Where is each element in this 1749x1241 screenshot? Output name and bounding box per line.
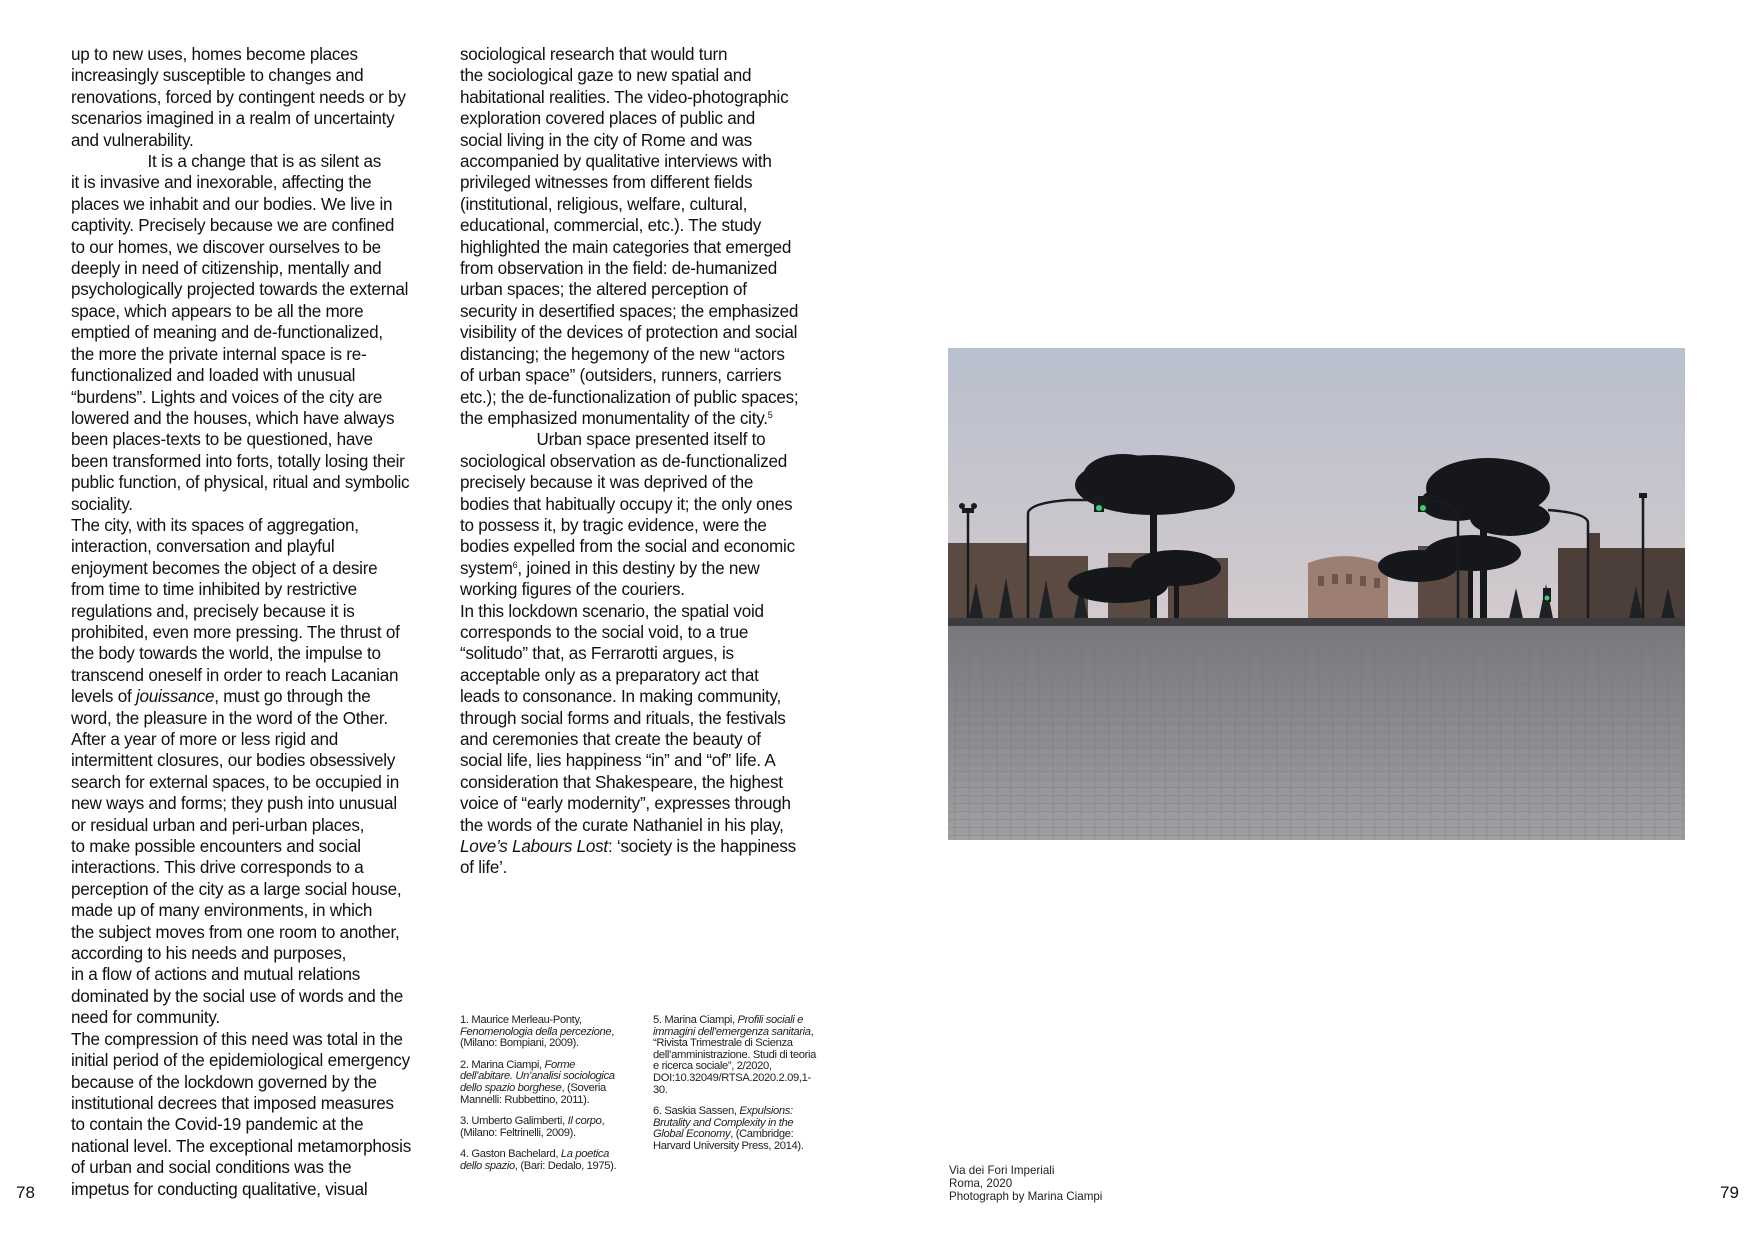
left-column-line: dominated by the social use of words and the — [71, 986, 404, 1006]
text-segment: the emphasized monumentality of the city. — [460, 408, 768, 428]
left-column-line: up to new uses, homes become places — [71, 45, 358, 64]
footnote — [460, 1060, 630, 1106]
right-column-line: exploration covered places of public and — [460, 109, 756, 129]
footnote-text: 3. Umberto Galimberti, — [460, 1115, 568, 1128]
left-column-line: emptied of meaning and de-functionalized, — [71, 323, 383, 343]
footnote-title: La poetica dello spazio — [460, 1148, 610, 1172]
left-column-line: functionalized and loaded with unusual — [71, 366, 356, 386]
left-column-line: It is a change that is as silent as — [71, 152, 382, 172]
footnote-title: Il corpo — [567, 1115, 602, 1128]
right-column-line: of urban space” (outsiders, runners, carriers — [460, 366, 782, 386]
right-column-line: security in desertified spaces; the emphasized — [460, 301, 799, 321]
left-column-line: word, the pleasure in the word of the Other. — [71, 708, 388, 728]
left-column-line: new ways and forms; they push into unusual — [71, 794, 397, 814]
right-column-line: precisely because it was deprived of the — [460, 473, 754, 493]
left-column-line: and vulnerability. — [71, 130, 194, 150]
left-column-line — [71, 686, 426, 707]
footnote-title: Expulsions: Brutality and Complexity in the Global Economy — [653, 1105, 794, 1141]
text-segment: , joined in this destiny by the new — [517, 558, 760, 578]
text-segment: levels of — [71, 687, 136, 707]
left-column-line: places we inhabit and our bodies. We live in — [71, 194, 393, 214]
left-column-line: impetus for conducting qualitative, visual — [71, 1179, 368, 1199]
left-column-line: according to his needs and purposes, — [71, 944, 347, 964]
footnote-text: , (Soveria Mannelli: Rubbettino, 2011). — [460, 1081, 606, 1106]
left-column-line: scenarios imagined in a realm of uncertainty — [71, 109, 395, 129]
right-column-line: distancing; the hegemony of the new “actors — [460, 344, 785, 364]
footnote — [460, 1015, 630, 1050]
left-column-line: interaction, conversation and playful — [71, 537, 335, 557]
left-column-line: to make possible encounters and social — [71, 837, 361, 857]
footnote-reference: 6 — [512, 559, 518, 570]
left-column-line: enjoyment becomes the object of a desire — [71, 558, 378, 578]
footnote — [460, 1149, 630, 1172]
right-column-line: Urban space presented itself to — [460, 430, 766, 450]
right-column-line: sociological observation as de-functionalized — [460, 451, 788, 471]
footnote-reference: 5 — [767, 409, 773, 420]
right-column-line: habitational realities. The video-photographic — [460, 87, 789, 107]
right-column-line: the sociological gaze to new spatial and — [460, 66, 752, 86]
text-segment: , must go through the — [214, 687, 371, 707]
left-column-line: The city, with its spaces of aggregation, — [71, 515, 359, 535]
right-column-line: privileged witnesses from different fields — [460, 173, 753, 193]
left-column-line: national level. The exceptional metamorphosis — [71, 1136, 412, 1156]
left-column-line: intermittent closures, our bodies obsessively — [71, 751, 396, 771]
left-column-line: of urban and social conditions was the — [71, 1158, 352, 1178]
footnote-text: , (Cambridge: Harvard University Press, 2014). — [653, 1128, 804, 1152]
left-column-line: from time to time inhibited by restrictive — [71, 580, 357, 600]
left-column-line: it is invasive and inexorable, affecting the — [71, 173, 372, 193]
right-column-line: bodies that habitually occupy it; the only ones — [460, 494, 793, 514]
footnote-text: 6. Saskia Sassen, — [653, 1105, 740, 1118]
right-column-line — [460, 558, 820, 579]
left-column-line: The compression of this need was total in the — [71, 1029, 403, 1049]
left-column-line: space, which appears to be all the more — [71, 301, 364, 321]
right-column-line: consideration that Shakespeare, the highest — [460, 772, 783, 792]
footnote-title: Fenomenologia della percezione — [460, 1025, 612, 1038]
footnote-text: 5. Marina Ciampi, — [653, 1014, 738, 1026]
left-text-column — [71, 44, 426, 1200]
right-column-line: “solitudo” that, as Ferrarotti argues, is — [460, 644, 734, 664]
left-column-line: perception of the city as a large social house, — [71, 879, 402, 899]
footnote-text: 1. Maurice Merleau-Ponty, — [460, 1014, 582, 1026]
right-column-line — [460, 408, 820, 429]
left-column-line: the body towards the world, the impulse to — [71, 644, 381, 664]
left-column-line: regulations and, precisely because it is — [71, 601, 355, 621]
right-column-line: the words of the curate Nathaniel in his play, — [460, 815, 784, 835]
page-number-right: 79 — [1720, 1183, 1739, 1202]
left-column-line: sociality. — [71, 494, 133, 514]
left-column-line: psychologically projected towards the external — [71, 280, 409, 300]
right-column-line: voice of “early modernity”, expresses through — [460, 794, 791, 814]
rome-street-photo — [948, 348, 1685, 840]
right-column-line: social life, lies happiness “in” and “of” life. A — [460, 751, 776, 771]
footnotes-right — [653, 1015, 823, 1163]
footnote — [460, 1116, 630, 1139]
right-column-line: from observation in the field: de-humanized — [460, 259, 778, 279]
footnote-text: , (Milano: Feltrinelli, 2009). — [460, 1115, 605, 1139]
left-column-line: deeply in need of citizenship, mentally and — [71, 259, 382, 279]
right-column-line: through social forms and rituals, the festivals — [460, 708, 786, 728]
left-column-line: lowered and the houses, which have always — [71, 408, 395, 428]
right-column-line: (institutional, religious, welfare, cultural, — [460, 194, 748, 214]
footnote-text: 4. Gaston Bachelard, — [460, 1148, 561, 1161]
text-segment: : ‘society is the happiness — [607, 837, 796, 857]
right-column-line: urban spaces; the altered perception of — [460, 280, 747, 300]
left-column-line: to contain the Covid-19 pandemic at the — [71, 1115, 364, 1135]
right-text-column — [460, 44, 820, 879]
footnote-title: Forme dell’abitare. Un’analisi sociologica dello spazio borghese — [460, 1058, 615, 1094]
right-column-line: social living in the city of Rome and was — [460, 130, 752, 150]
left-column-line: to our homes, we discover ourselves to be — [71, 237, 381, 257]
italic-text: jouissance — [135, 687, 215, 707]
right-column-line: highlighted the main categories that emerged — [460, 237, 792, 257]
right-column-line: and ceremonies that create the beauty of — [460, 730, 761, 749]
right-column-line: bodies expelled from the social and economic — [460, 537, 795, 557]
left-column-line: search for external spaces, to be occupied in — [71, 772, 399, 792]
left-column-line: increasingly susceptible to changes and — [71, 66, 364, 86]
left-column-line: prohibited, even more pressing. The thrust of — [71, 622, 400, 642]
right-column-line: In this lockdown scenario, the spatial void — [460, 601, 764, 621]
footnote — [653, 1015, 823, 1096]
right-column-line: etc.); the de-functionalization of public spaces; — [460, 387, 799, 407]
left-column-line: public function, of physical, ritual and symbolic — [71, 473, 410, 493]
caption-line-place: Via dei Fori Imperiali — [949, 1164, 1055, 1177]
left-column-line: interactions. This drive corresponds to a — [71, 858, 364, 878]
left-column-line: or residual urban and peri-urban places, — [71, 815, 365, 835]
right-column-line: visibility of the devices of protection and social — [460, 323, 798, 343]
left-column-line: captivity. Precisely because we are confined — [71, 216, 395, 236]
footnote-text: , (Bari: Dedalo, 1975). — [514, 1159, 617, 1172]
right-column-line: sociological research that would turn — [460, 45, 728, 64]
caption-line-year: Roma, 2020 — [949, 1177, 1013, 1191]
left-column-line: because of the lockdown governed by the — [71, 1072, 377, 1092]
footnote-text: , “Rivista Trimestrale di Scienza dell’amministrazione. Studi di teoria e ricerca sociale”, 2/2020, DOI:10.32049/RTSA.2020.2.09,1-30. — [653, 1025, 817, 1096]
caption-line-credit: Photograph by Marina Ciampi — [949, 1190, 1103, 1204]
right-column-line: educational, commercial, etc.). The study — [460, 216, 762, 236]
footnote — [653, 1106, 823, 1152]
right-column-line: accompanied by qualitative interviews with — [460, 152, 772, 172]
left-column-line: After a year of more or less rigid and — [71, 730, 338, 749]
left-column-line: made up of many environments, in which — [71, 901, 373, 921]
left-column-line: “burdens”. Lights and voices of the city are — [71, 387, 383, 407]
right-column-line: acceptable only as a preparatory act that — [460, 665, 759, 685]
left-column-line: transcend oneself in order to reach Lacanian — [71, 665, 399, 685]
left-column-line: need for community. — [71, 1008, 220, 1028]
right-column-line — [460, 836, 820, 857]
left-column-line: institutional decrees that imposed measures — [71, 1093, 394, 1113]
footnote-title: Profili sociali e immagini dell’emergenza sanitaria — [653, 1014, 811, 1038]
left-column-line: been places-texts to be questioned, have — [71, 430, 373, 450]
left-column-line: been transformed into forts, totally losing their — [71, 451, 405, 471]
italic-text: Love’s Labours Lost — [460, 837, 608, 857]
left-column-line: renovations, forced by contingent needs or by — [71, 87, 406, 107]
left-column-line: the subject moves from one room to another, — [71, 922, 400, 942]
left-column-line: in a flow of actions and mutual relations — [71, 965, 361, 985]
footnote-text: , (Milano: Bompiani, 2009). — [460, 1025, 614, 1050]
right-column-line: leads to consonance. In making community, — [460, 687, 782, 707]
page-number-left: 78 — [16, 1183, 35, 1202]
text-segment: system — [460, 558, 513, 578]
right-column-line: corresponds to the social void, to a true — [460, 622, 749, 642]
right-column-line: of life’. — [460, 858, 508, 878]
photo-caption — [949, 1164, 1102, 1204]
left-column-line: the more the private internal space is re- — [71, 344, 367, 364]
left-column-line: initial period of the epidemiological emergency — [71, 1051, 410, 1071]
right-column-line: working figures of the couriers. — [460, 580, 685, 600]
footnote-text: 2. Marina Ciampi, — [460, 1058, 545, 1071]
footnotes-left — [460, 1015, 630, 1183]
right-column-line: to possess it, by tragic evidence, were the — [460, 515, 767, 535]
